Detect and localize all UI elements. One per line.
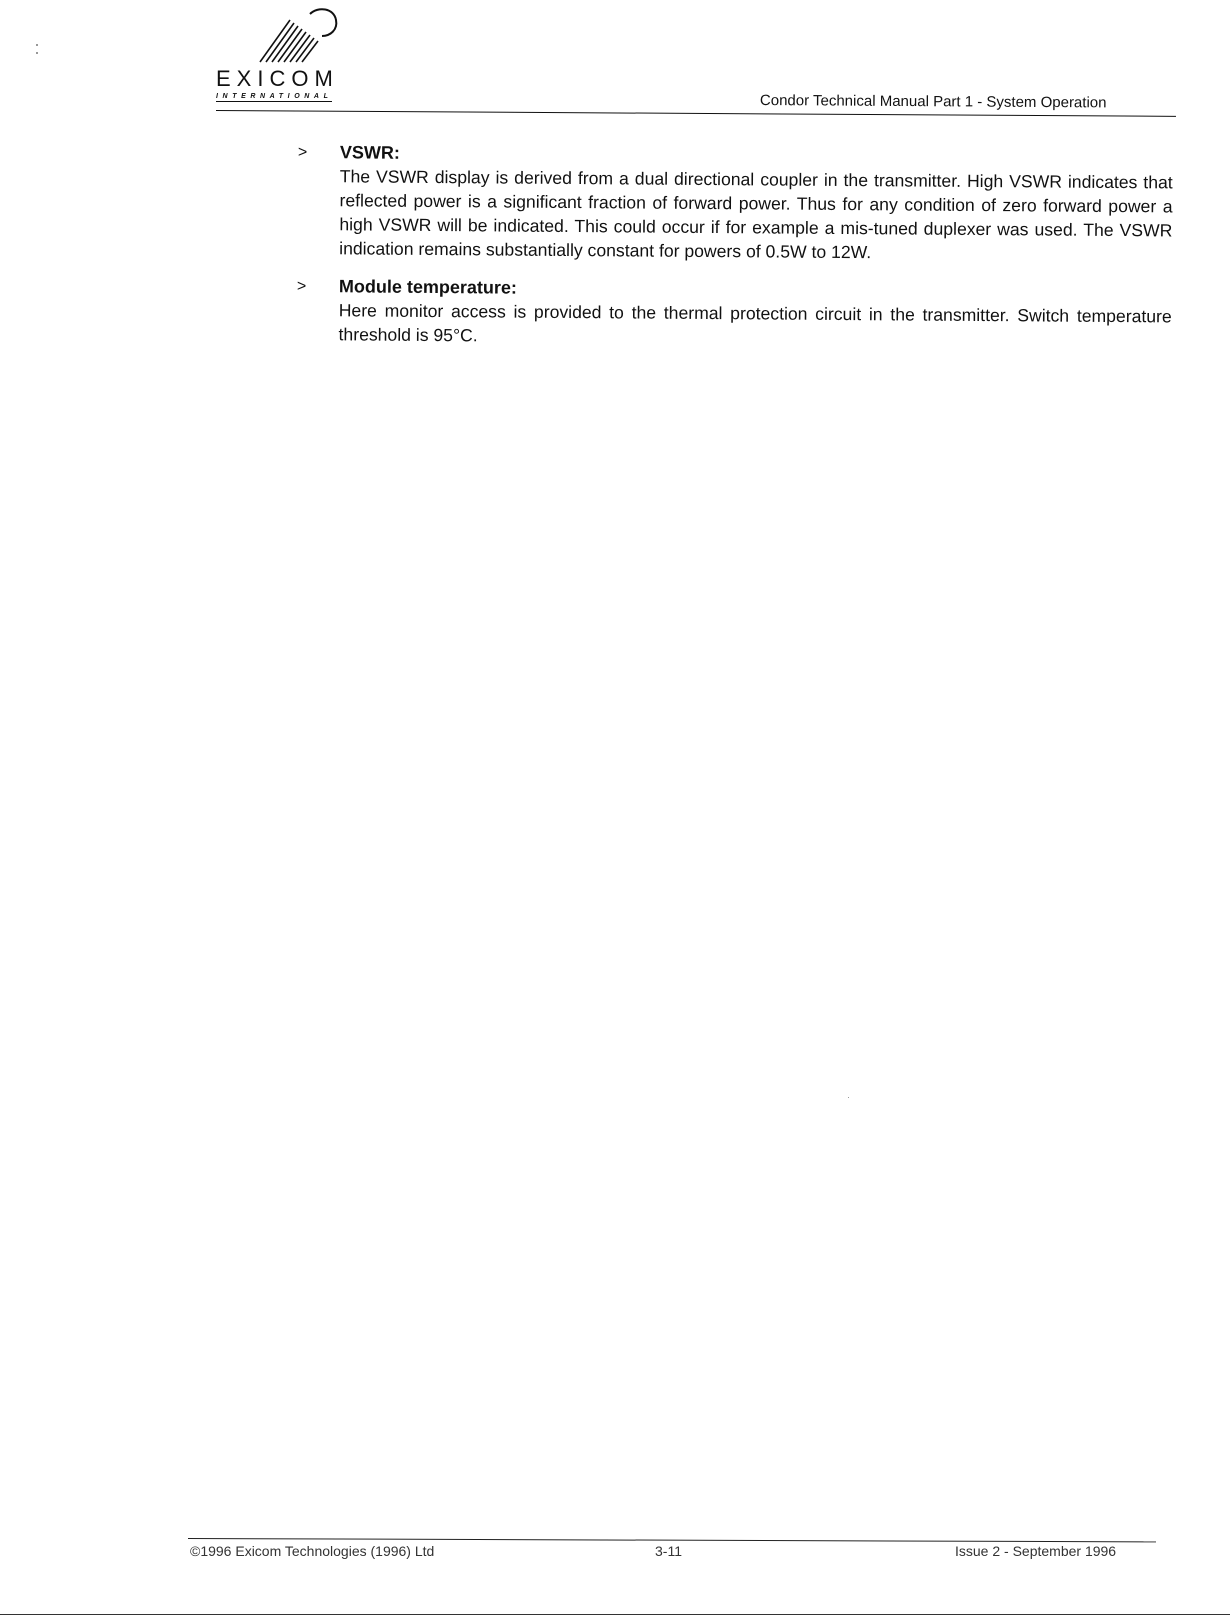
logo-wordmark: EXICOM	[216, 66, 339, 91]
bullet-marker: >	[297, 143, 308, 162]
footer-issue: Issue 2 - September 1996	[955, 1543, 1117, 1559]
item-paragraph: The VSWR display is derived from a dual directional coupler in the transmitter. High VSWR indicates that reflected power is a significant fraction of forward power. Thus for any condition of zero forward power a high VSWR will be indicated. This could occur if for example a mis-tuned duplexer was used. The VSWR indication remains substantially constant for powers of 0.5W to 12W.	[339, 166, 1173, 263]
item-heading: Module temperature:	[338, 276, 518, 298]
page-bottom-edge	[0, 1614, 1230, 1615]
logo-subtitle: INTERNATIONAL	[216, 93, 333, 100]
scan-speck	[36, 44, 38, 46]
footer-page-number: 3-11	[655, 1543, 682, 1559]
item-paragraph: Here monitor access is provided to the thermal protection circuit in the transmitter. Switch temperature threshold is 95°C.	[338, 300, 1172, 346]
list-item-module-temperature	[296, 274, 1177, 352]
header-divider	[216, 110, 1176, 117]
footer-copyright: ©1996 Exicom Technologies (1996) Ltd	[190, 1543, 435, 1559]
item-heading: VSWR:	[339, 142, 400, 163]
manual-title: Condor Technical Manual Part 1 - System Operation	[759, 92, 1107, 112]
list-item-vswr	[297, 140, 1178, 266]
scan-speck	[36, 52, 38, 54]
exicom-logo-icon	[256, 6, 346, 68]
scan-speck	[848, 1097, 849, 1098]
bullet-marker: >	[296, 277, 307, 296]
document-body	[296, 140, 1178, 366]
exicom-logo	[216, 6, 376, 102]
